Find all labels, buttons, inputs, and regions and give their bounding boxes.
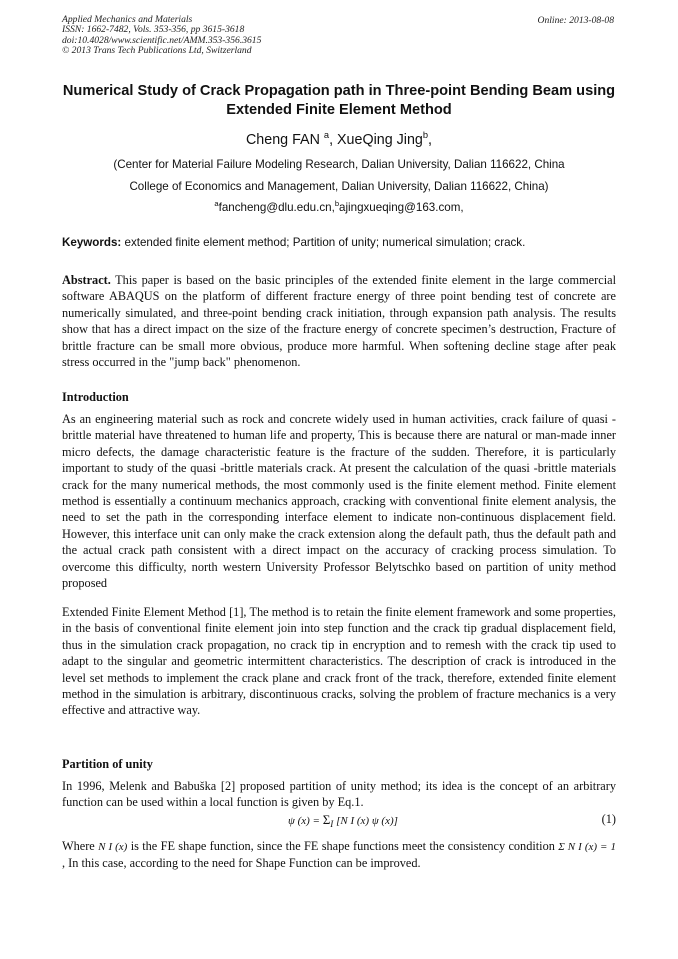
affiliation-1: (Center for Material Failure Modeling Research, Dalian University, Dalian 116622, China (113, 158, 565, 171)
partition-paragraph: In 1996, Melenk and Babuška [2] proposed partition of unity method; its idea is the concept of an arbitrary function can be used within a local function is given by Eq.1. (62, 779, 616, 810)
doi-line: doi:10.4028/www.scientific.net/AMM.353-356.3615 (62, 34, 262, 46)
author-line (62, 132, 616, 148)
where-text-1: Where (62, 839, 99, 853)
introduction-heading: Introduction (62, 390, 129, 404)
keywords-label: Keywords: (62, 236, 122, 249)
email-a[interactable]: fancheng@dlu.edu.cn, (218, 201, 335, 214)
equation-1 (62, 810, 616, 832)
consistency-condition: Σ N I (x) = 1 (558, 841, 616, 853)
email-b-mark: b (334, 199, 340, 208)
email-a-mark: a (214, 199, 219, 208)
partition-heading: Partition of unity (62, 757, 153, 771)
keywords (62, 236, 616, 249)
sum-index: I (330, 819, 334, 830)
copyright-line: © 2013 Trans Tech Publications Ltd, Switzerland (62, 45, 252, 57)
author-2-mark: b (422, 130, 429, 140)
where-text-2: is the FE shape function, since the FE shape functions meet the consistency condition (127, 839, 555, 853)
equation-body (288, 812, 398, 829)
email-line (62, 201, 616, 214)
equation-lhs: ψ (x) = (288, 815, 320, 827)
email-b[interactable]: ajingxueqing@163.com, (339, 201, 464, 214)
equation-rhs: [N I (x) ψ (x)] (336, 815, 398, 827)
affiliation-2: College of Economics and Management, Dalian University, Dalian 116622, China) (129, 180, 549, 193)
journal-name: Applied Mechanics and Materials (62, 14, 193, 25)
abstract (62, 272, 616, 370)
author-separator: , (329, 132, 338, 148)
author-1-mark: a (323, 130, 330, 140)
where-text-3: , In this case, according to the need for Shape Function can be improved. (62, 856, 421, 871)
introduction-paragraph (62, 411, 616, 591)
abstract-label: Abstract. (62, 273, 111, 287)
abstract-text: This paper is based on the basic principles of the extended finite element in the large commercial software ABAQUS on the platform of different fracture energy of three point bending test of concrete are numerically simulated, and three-point bending crack initiation, through expansion path analysis. The results show that has a direct impact on the size of the fracture energy of concrete specimen’s destruction, Fracture of brittle fracture can be small more obvious, produce more harmful. When softening decline stage after peak stress occurred in the "jump back" phenomenon. (62, 273, 616, 370)
issn-line: ISSN: 1662-7482, Vols. 353-356, pp 3615-3618 (62, 24, 245, 36)
equation-number: (1) (601, 812, 616, 826)
author-2: XueQing Jing (337, 132, 423, 148)
journal-header (62, 15, 261, 57)
shape-function-symbol: N I (x) (98, 841, 128, 853)
where-paragraph (62, 838, 616, 872)
author-1: Cheng FAN (245, 132, 320, 148)
keywords-text: extended finite element method; Partition of unity; numerical simulation; crack. (121, 236, 526, 249)
intro-para-1: As an engineering material such as rock and concrete widely used in human activities, crack failure of quasi -brittle material have threatened to human life and property, This is because there are natural or man-made inner micro defects, the damage characteristic feature is the fracture of the sudden. Therefore, it is particularly important to study of the quasi -brittle materials crack. At present the calculation of the quasi -brittle materials crack for the many numerical methods, the most commonly used is the finite element method. Finite element method is essentially a continuum mechanics approach, cracking with conventional finite element analysis, the need to set the path in the corresponding interface element to indicate non-continuous displacement field. However, this interface unit can only make the crack extension along the default path, thus the default path and the actual crack path consistent with a direct impact on the accuracy of cracking process simulation. To overcome this difficulty, north western University Professor Belytschko based on partition of unity method proposed (62, 412, 616, 591)
paper-title: Numerical Study of Crack Propagation path in Three-point Bending Beam using Extended Finite Element Method (62, 83, 616, 118)
sum-symbol: Σ (322, 812, 331, 827)
online-date: Online: 2013-08-08 (537, 15, 614, 26)
author-tail: , (428, 132, 433, 148)
xfem-paragraph: Extended Finite Element Method [1], The method is to retain the finite element framework and some properties, in the basis of conventional finite element join into step function and the crack tip gradual displacement field, thus in the simulation crack propagation, no crack tip in encryption and to remesh with the crack tip used to adapt to the singular and geometric intermittent characteristics. The description of crack is introduced in the level set methods to implement the crack plane and crack front of the track, therefore, extended finite element method in the simulation is arbitrary, discontinuous cracks, solving the problem of fracture mechanics is a very effective and attractive way. (62, 605, 616, 718)
